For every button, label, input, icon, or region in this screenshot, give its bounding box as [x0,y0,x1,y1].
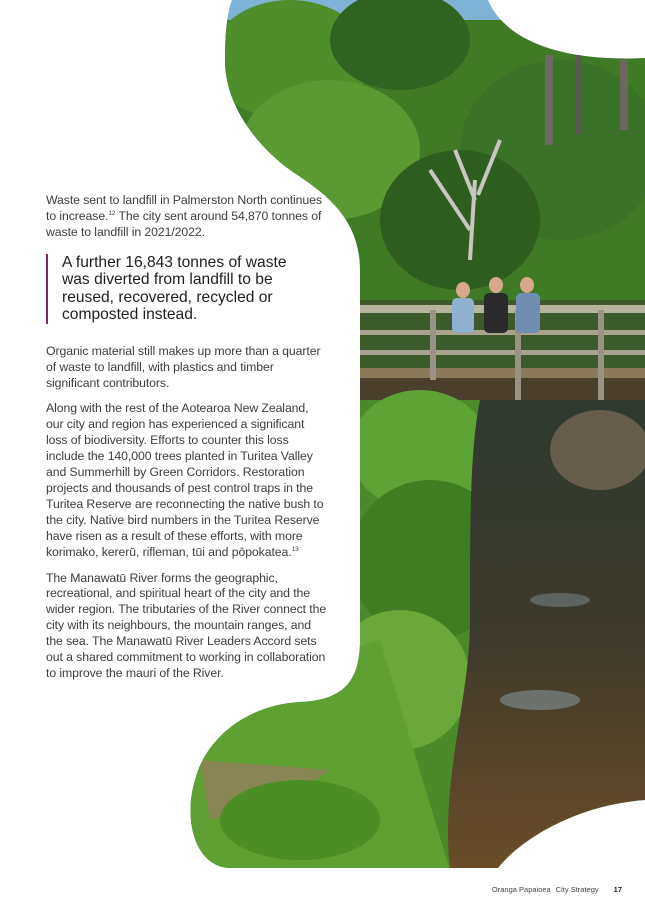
intro-text-continued: The city sent around 54,870 tonnes of waste to landfill in 2021/2022. [46,208,322,239]
biodiversity-paragraph [46,401,328,560]
organic-paragraph: Organic material still makes up more than a quarter of waste to landfill, with plastics and timber significant contributors. [46,343,321,390]
footnote-ref-13: 13 [291,545,299,553]
pullquote: A further 16,843 tonnes of waste was diverted from landfill to be reused, recovered, recycled or composted instead. [46,254,308,324]
publication-name: Oranga Papaioea [491,885,551,894]
section-name: City Strategy [555,885,599,894]
intro-paragraph [46,193,328,241]
intro-text: Waste sent to landfill in Palmerston North continues to increase. [46,193,322,223]
page-number: 17 [613,885,622,894]
page-footer [492,885,622,894]
text-column [46,193,328,692]
footnote-ref-12: 12 [108,209,116,217]
biodiversity-text: Along with the rest of the Aotearoa New Zealand, our city and region has experienced a significant loss of biodiversity. Efforts to counter this loss include the 140,000 trees planted in Turitea Valley and Summerhill by Green Corridors. Restoration projects and thousands of pest control traps in the Turitea Reserve are reconnecting the native bush to the city. Native bird numbers in the Turitea Reserve have risen as a result of these efforts, with more korimako, kererū, rifleman, tūi and pōpokatea. [46,401,324,559]
river-paragraph: The Manawatū River forms the geographic, recreational, and spiritual heart of the city and the wider region. The tributaries of the River connect the city with its neighbours, the mountain ranges, and the sea. The Manawatū River Leaders Accord sets out a shared commitment to working in collaboration to improve the mauri of the River. [46,570,327,680]
